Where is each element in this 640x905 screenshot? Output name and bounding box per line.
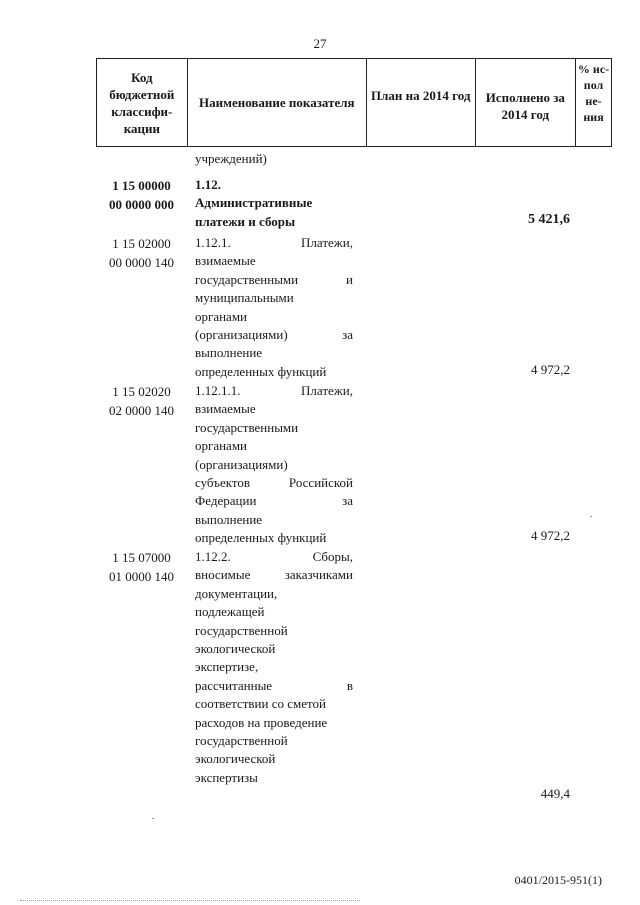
row-executed: 4 972,2 xyxy=(531,362,570,377)
page-number: 27 xyxy=(313,36,327,51)
row-name: 1.12.1. Платежи, взимаемые государственными и муниципальными органами (организациями) за выполнение определенных функций xyxy=(195,235,353,379)
row-code: 1 15 00000 00 0000 000 xyxy=(109,178,174,212)
scan-speck xyxy=(590,516,592,517)
header-name: Наименование показателя xyxy=(188,59,367,146)
row-code: 1 15 02020 02 0000 140 xyxy=(109,384,174,418)
row-executed: 4 972,2 xyxy=(531,528,570,543)
row-name: 1.12.1.1. Платежи, взимаемые государственными органами (организациями) субъектов Российской Федерации за выполнение определенных функций xyxy=(195,383,353,546)
row-name: 1.12. Административные платежи и сборы xyxy=(195,177,313,229)
header-executed: Исполнено за 2014 год xyxy=(476,59,577,146)
footer-code: 0401/2015-951(1) xyxy=(514,873,602,887)
row-executed: 449,4 xyxy=(540,786,570,801)
row-name: 1.12.2. Сборы, вносимые заказчиками документации, подлежащей государственной экологической экспертизе, рассчитанные в соответствии со сметой расходов на проведение государственной экологической экспертизы xyxy=(195,549,353,785)
header-plan: План на 2014 год xyxy=(367,59,476,146)
header-code: Код бюджетной классифи-кации xyxy=(97,59,188,146)
table-header xyxy=(96,58,612,147)
header-percent: % ис-пол не-ния xyxy=(577,62,610,124)
row-code: 1 15 02000 00 0000 140 xyxy=(109,236,174,270)
row-code: 1 15 07000 01 0000 140 xyxy=(109,550,174,584)
row-executed: 5 421,6 xyxy=(528,212,570,227)
scan-speck xyxy=(152,818,154,819)
scan-edge-line xyxy=(20,900,360,901)
continuation-text: учреждений) xyxy=(195,151,267,166)
